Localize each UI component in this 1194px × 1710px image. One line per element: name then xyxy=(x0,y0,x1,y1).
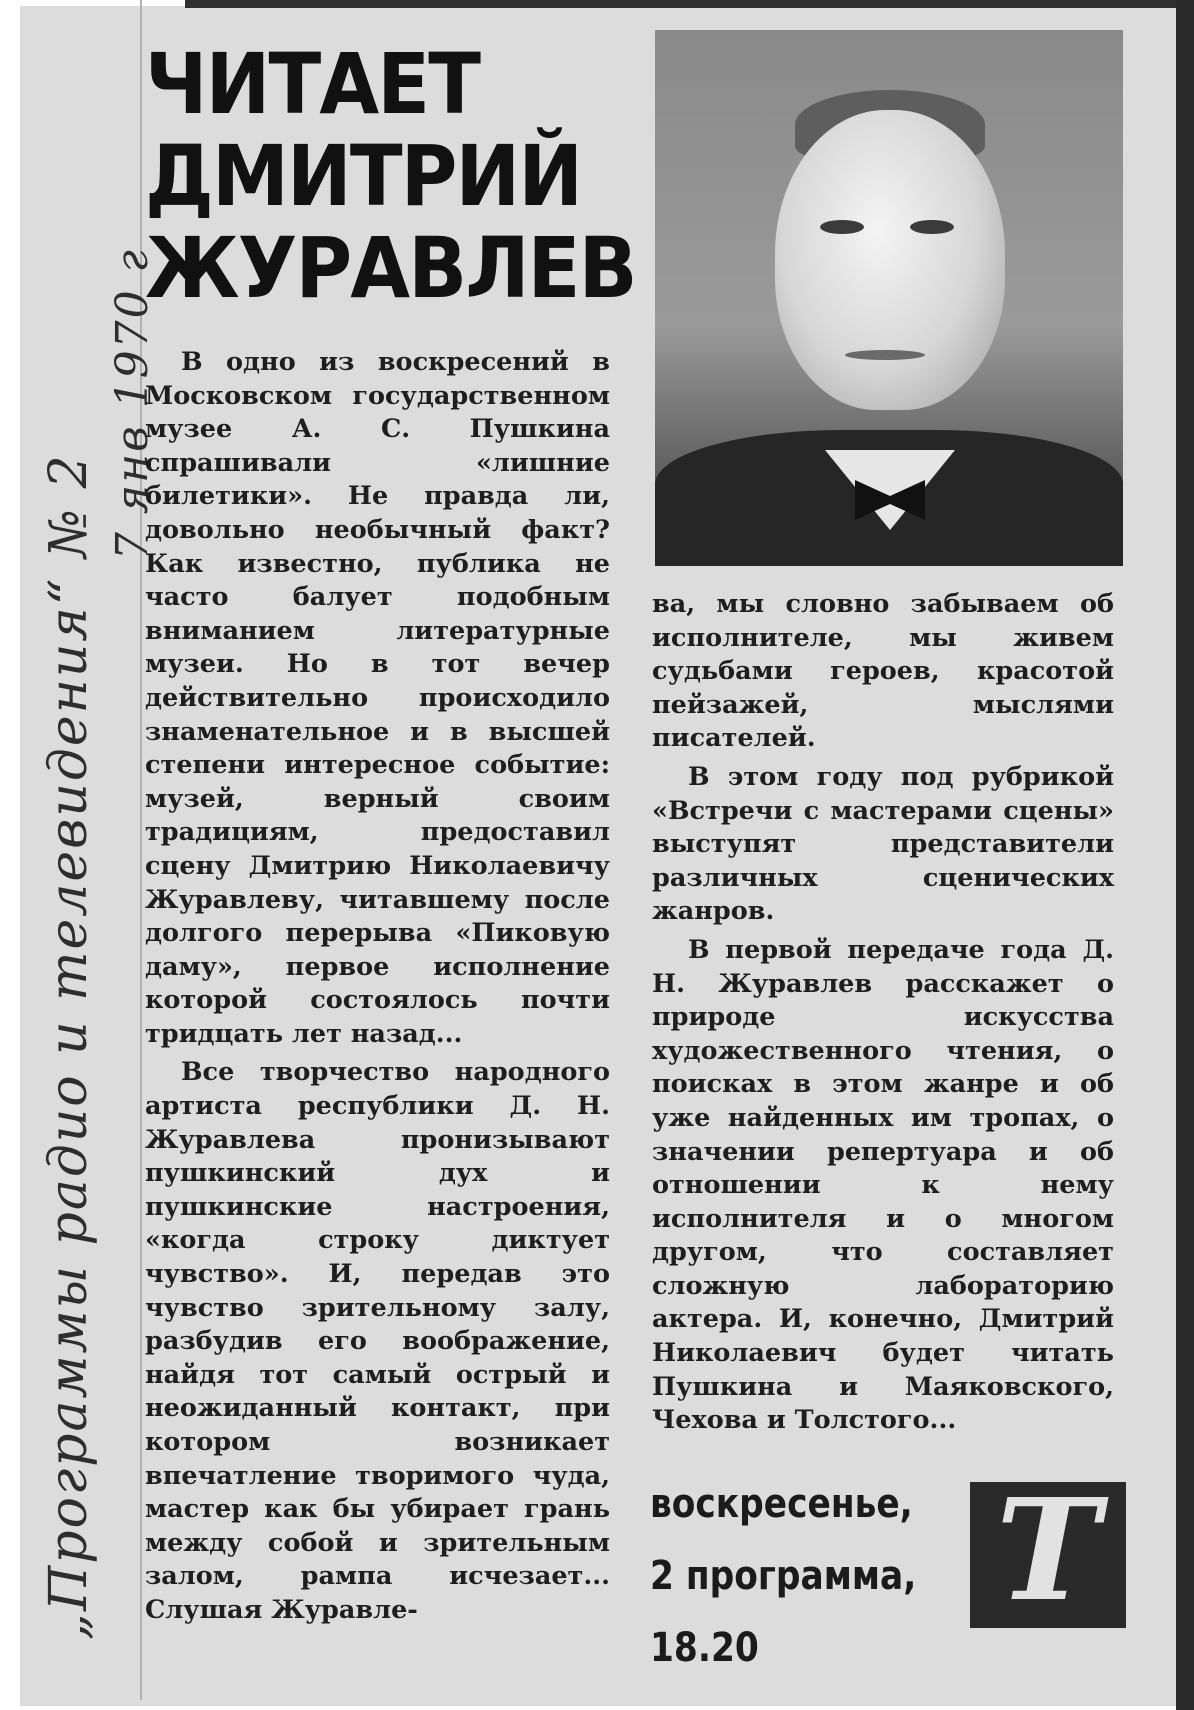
portrait-face xyxy=(775,110,1005,410)
schedule-time: 18.20 xyxy=(650,1625,759,1671)
headline-line2: ДМИТРИЙ xyxy=(145,127,582,225)
broadcast-schedule xyxy=(650,1468,950,1684)
article-paragraph-2: Все творчество народного артиста республики Д. Н. Журавлева пронизывают пушкинский дух и пушкинские настроения, «когда строку диктует чувство». И, передав это чувство зрительному залу, разбудив его воображение, найдя тот самый острый и неожиданный контакт, при котором возникает впечатление творимого чуда, мастер как бы убирает грань между собой и зрительным залом, рампа исчезает... Слушая Журавле- xyxy=(145,1057,610,1625)
schedule-day: воскресенье, xyxy=(650,1481,913,1527)
article-column-right xyxy=(652,588,1114,1438)
article-paragraph-3: В этом году под рубрикой «Встречи с мастерами сцены» выступят представители различных сценических жанров. xyxy=(652,761,1114,927)
tv-logo-icon xyxy=(970,1469,1126,1633)
portrait-left-eye xyxy=(820,220,864,234)
article-column-left xyxy=(145,346,610,1628)
headline-line3: ЖУРАВЛЕВ xyxy=(145,219,636,317)
handwritten-note-line1: „Программы радио и телевидения“ № 2 xyxy=(39,453,99,1640)
right-border xyxy=(1176,0,1194,1710)
article-paragraph-2-continued: ва, мы словно забываем об исполнителе, мы живем судьбами героев, красотой пейзажей, мыслями писателей. xyxy=(652,589,1114,754)
article-paragraph-4: В первой передаче года Д. Н. Журавлев расскажет о природе искусства художественного чтения, о поисках в этом жанре и об уже найденных им тропах, о значении репертуара и об отношении к нему исполнителя и о многом другом, что составляет сложную лабораторию актера. И, конечно, Дмитрий Николаевич будет читать Пушкина и Маяковского, Чехова и Толстого... xyxy=(652,934,1114,1436)
article-headline xyxy=(145,35,636,317)
portrait-photo xyxy=(655,30,1123,566)
portrait-mouth xyxy=(845,350,925,360)
portrait-right-eye xyxy=(910,220,954,234)
handwritten-source-note xyxy=(25,20,158,1640)
article-paragraph-1: В одно из воскресений в Московском государственном музее А. С. Пушкина спрашивали «лишние билетики». Не правда ли, довольно необычный факт? Как известно, публика не часто балует подобным вниманием литературные музеи. Но в тот вечер действительно происходило знаменательное и в высшей степени интересное событие: музей, верный своим традициям, предоставил сцену Дмитрию Николаевичу Журавлеву, читавшему после долгого перерыва «Пиковую даму», первое исполнение которой состоялось почти тридцать лет назад... xyxy=(145,347,610,1049)
headline-line1: ЧИТАЕТ xyxy=(145,35,480,133)
schedule-channel: 2 программа, xyxy=(650,1553,917,1599)
top-border-rule xyxy=(185,0,1194,8)
tv-logo-letter: Т xyxy=(995,1469,1101,1633)
handwritten-note-date: 7 янв 1970 г xyxy=(107,248,158,560)
